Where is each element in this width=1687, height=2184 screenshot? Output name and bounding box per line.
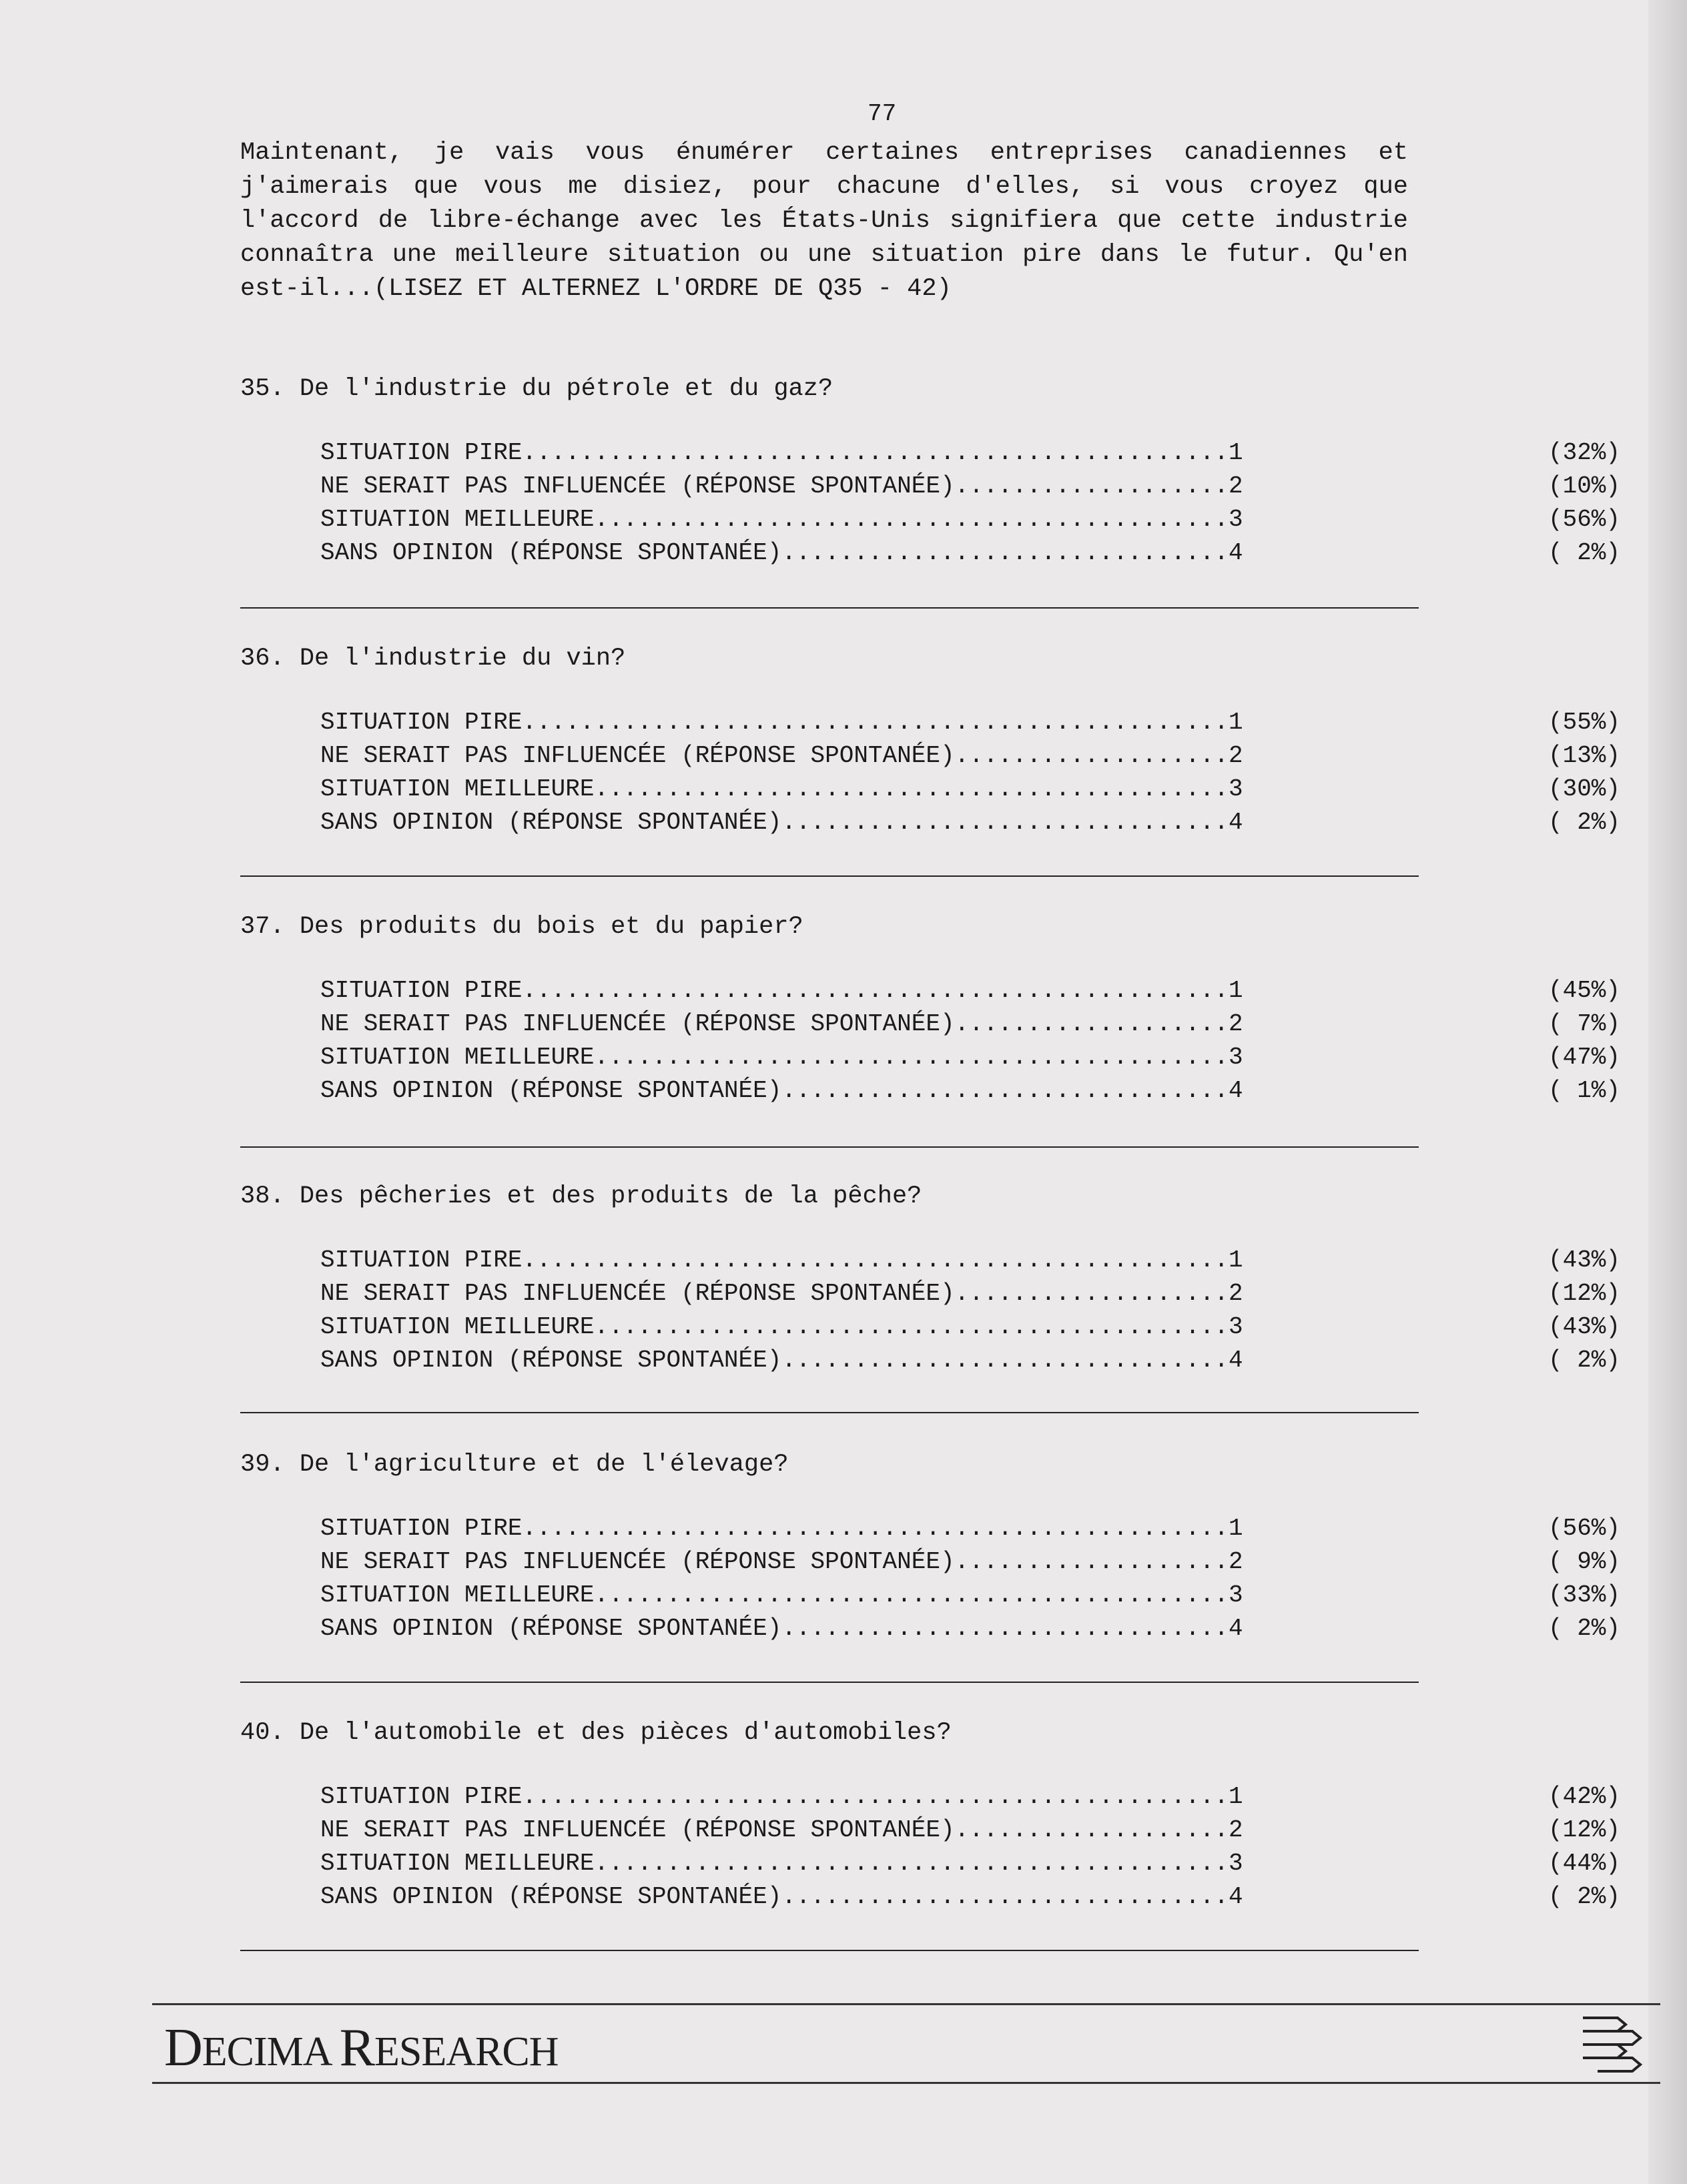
answer-label: SITUATION MEILLEURE............................................3 xyxy=(320,775,1243,803)
answer-row xyxy=(320,974,1621,1008)
question-title: 37. Des produits du bois et du papier? xyxy=(240,913,803,941)
answer-list xyxy=(320,974,1621,1108)
answer-percent: (47%) xyxy=(1548,1044,1621,1071)
intro-paragraph: Maintenant, je vais vous énumérer certaines entreprises canadiennes et j'aimerais que vous me disiez, pour chacune d'elles, si vous croyez que l'accord de libre-échange avec les États-Unis signifiera que cette industrie connaîtra une meilleure situation ou une situation pire dans le futur. Qu'en est-il...(LISEZ ET ALTERNEZ L'ORDRE DE Q35 - 42) xyxy=(240,139,1408,303)
answer-row xyxy=(320,503,1621,536)
answer-row xyxy=(320,1344,1621,1377)
section-divider xyxy=(240,875,1419,877)
question-title: 35. De l'industrie du pétrole et du gaz? xyxy=(240,375,833,403)
answer-list xyxy=(320,436,1621,570)
answer-row xyxy=(320,536,1621,570)
answer-percent: ( 2%) xyxy=(1548,1883,1621,1910)
page-number: 77 xyxy=(868,100,897,127)
answer-row xyxy=(320,470,1621,503)
answer-percent: (33%) xyxy=(1548,1581,1621,1609)
decima-logo-icon xyxy=(1578,2010,1651,2077)
answer-percent: (32%) xyxy=(1548,439,1621,466)
answer-row xyxy=(320,1579,1621,1612)
answer-row xyxy=(320,1074,1621,1108)
answer-label: SITUATION MEILLEURE............................................3 xyxy=(320,1850,1243,1877)
answer-row xyxy=(320,739,1621,773)
answer-row xyxy=(320,773,1621,806)
answer-percent: ( 2%) xyxy=(1548,809,1621,836)
question-title: 39. De l'agriculture et de l'élevage? xyxy=(240,1451,789,1479)
answer-list xyxy=(320,1780,1621,1914)
answer-row xyxy=(320,1008,1621,1041)
answer-row xyxy=(320,806,1621,839)
answer-list xyxy=(320,1244,1621,1377)
answer-label: SITUATION PIRE.................................................1 xyxy=(320,1246,1243,1274)
answer-list xyxy=(320,1512,1621,1646)
answer-row xyxy=(320,1244,1621,1277)
question-title: 38. Des pêcheries et des produits de la pêche? xyxy=(240,1182,922,1210)
answer-label: NE SERAIT PAS INFLUENCÉE (RÉPONSE SPONTANÉE)...................2 xyxy=(320,1816,1243,1844)
answer-label: SANS OPINION (RÉPONSE SPONTANÉE)...............................4 xyxy=(320,1615,1243,1642)
answer-row xyxy=(320,1612,1621,1646)
question-title: 36. De l'industrie du vin? xyxy=(240,645,626,673)
answer-percent: ( 9%) xyxy=(1548,1548,1621,1575)
answer-label: SITUATION PIRE.................................................1 xyxy=(320,977,1243,1004)
answer-percent: ( 2%) xyxy=(1548,1347,1621,1374)
page-edge-shadow xyxy=(1648,0,1687,2184)
answer-percent: (30%) xyxy=(1548,775,1621,803)
footer-rule-top xyxy=(152,2003,1660,2005)
answer-row xyxy=(320,1780,1621,1814)
answer-percent: ( 2%) xyxy=(1548,539,1621,567)
answer-label: SITUATION MEILLEURE............................................3 xyxy=(320,1313,1243,1341)
answer-label: SITUATION PIRE.................................................1 xyxy=(320,439,1243,466)
answer-row xyxy=(320,1814,1621,1847)
section-divider xyxy=(240,1682,1419,1683)
answer-percent: (43%) xyxy=(1548,1313,1621,1341)
answer-percent: (44%) xyxy=(1548,1850,1621,1877)
answer-percent: (56%) xyxy=(1548,506,1621,533)
answer-row xyxy=(320,1545,1621,1579)
answer-label: SANS OPINION (RÉPONSE SPONTANÉE)...............................4 xyxy=(320,1077,1243,1104)
answer-percent: (55%) xyxy=(1548,709,1621,736)
question-39 xyxy=(240,1448,1621,1646)
section-divider xyxy=(240,1146,1419,1148)
answer-label: SITUATION PIRE.................................................1 xyxy=(320,1515,1243,1542)
answer-label: SANS OPINION (RÉPONSE SPONTANÉE)...............................4 xyxy=(320,1883,1243,1910)
answer-row xyxy=(320,1512,1621,1545)
answer-percent: ( 2%) xyxy=(1548,1615,1621,1642)
answer-percent: (12%) xyxy=(1548,1280,1621,1307)
answer-percent: (45%) xyxy=(1548,977,1621,1004)
question-40 xyxy=(240,1716,1621,1914)
answer-percent: (10%) xyxy=(1548,472,1621,500)
answer-label: NE SERAIT PAS INFLUENCÉE (RÉPONSE SPONTANÉE)...................2 xyxy=(320,1548,1243,1575)
answer-row xyxy=(320,436,1621,470)
answer-label: NE SERAIT PAS INFLUENCÉE (RÉPONSE SPONTANÉE)...................2 xyxy=(320,472,1243,500)
answer-percent: ( 1%) xyxy=(1548,1077,1621,1104)
question-38 xyxy=(240,1180,1621,1377)
answer-label: SITUATION MEILLEURE............................................3 xyxy=(320,1581,1243,1609)
answer-percent: (12%) xyxy=(1548,1816,1621,1844)
question-37 xyxy=(240,910,1621,1108)
answer-percent: (42%) xyxy=(1548,1783,1621,1810)
footer-rule-bottom xyxy=(152,2082,1660,2084)
answer-label: NE SERAIT PAS INFLUENCÉE (RÉPONSE SPONTANÉE)...................2 xyxy=(320,742,1243,769)
answer-label: NE SERAIT PAS INFLUENCÉE (RÉPONSE SPONTANÉE)...................2 xyxy=(320,1280,1243,1307)
answer-label: SANS OPINION (RÉPONSE SPONTANÉE)...............................4 xyxy=(320,1347,1243,1374)
section-divider xyxy=(240,1950,1419,1951)
answer-row xyxy=(320,1041,1621,1074)
section-divider xyxy=(240,607,1419,609)
section-divider xyxy=(240,1412,1419,1413)
answer-label: SANS OPINION (RÉPONSE SPONTANÉE)...............................4 xyxy=(320,539,1243,567)
answer-percent: (56%) xyxy=(1548,1515,1621,1542)
answer-label: SITUATION MEILLEURE............................................3 xyxy=(320,1044,1243,1071)
answer-label: NE SERAIT PAS INFLUENCÉE (RÉPONSE SPONTANÉE)...................2 xyxy=(320,1010,1243,1038)
answer-label: SANS OPINION (RÉPONSE SPONTANÉE)...............................4 xyxy=(320,809,1243,836)
answer-percent: ( 7%) xyxy=(1548,1010,1621,1038)
answer-label: SITUATION PIRE.................................................1 xyxy=(320,709,1243,736)
question-title: 40. De l'automobile et des pièces d'automobiles? xyxy=(240,1719,952,1747)
question-35 xyxy=(240,372,1621,570)
question-36 xyxy=(240,642,1621,839)
answer-percent: (43%) xyxy=(1548,1246,1621,1274)
answer-row xyxy=(320,1311,1621,1344)
answer-row xyxy=(320,1847,1621,1880)
brand-wordmark: DECIMA RESEARCH xyxy=(164,2019,559,2077)
answer-label: SITUATION PIRE.................................................1 xyxy=(320,1783,1243,1810)
answer-row xyxy=(320,1277,1621,1311)
answer-row xyxy=(320,706,1621,739)
answer-label: SITUATION MEILLEURE............................................3 xyxy=(320,506,1243,533)
answer-list xyxy=(320,706,1621,839)
answer-row xyxy=(320,1880,1621,1914)
answer-percent: (13%) xyxy=(1548,742,1621,769)
